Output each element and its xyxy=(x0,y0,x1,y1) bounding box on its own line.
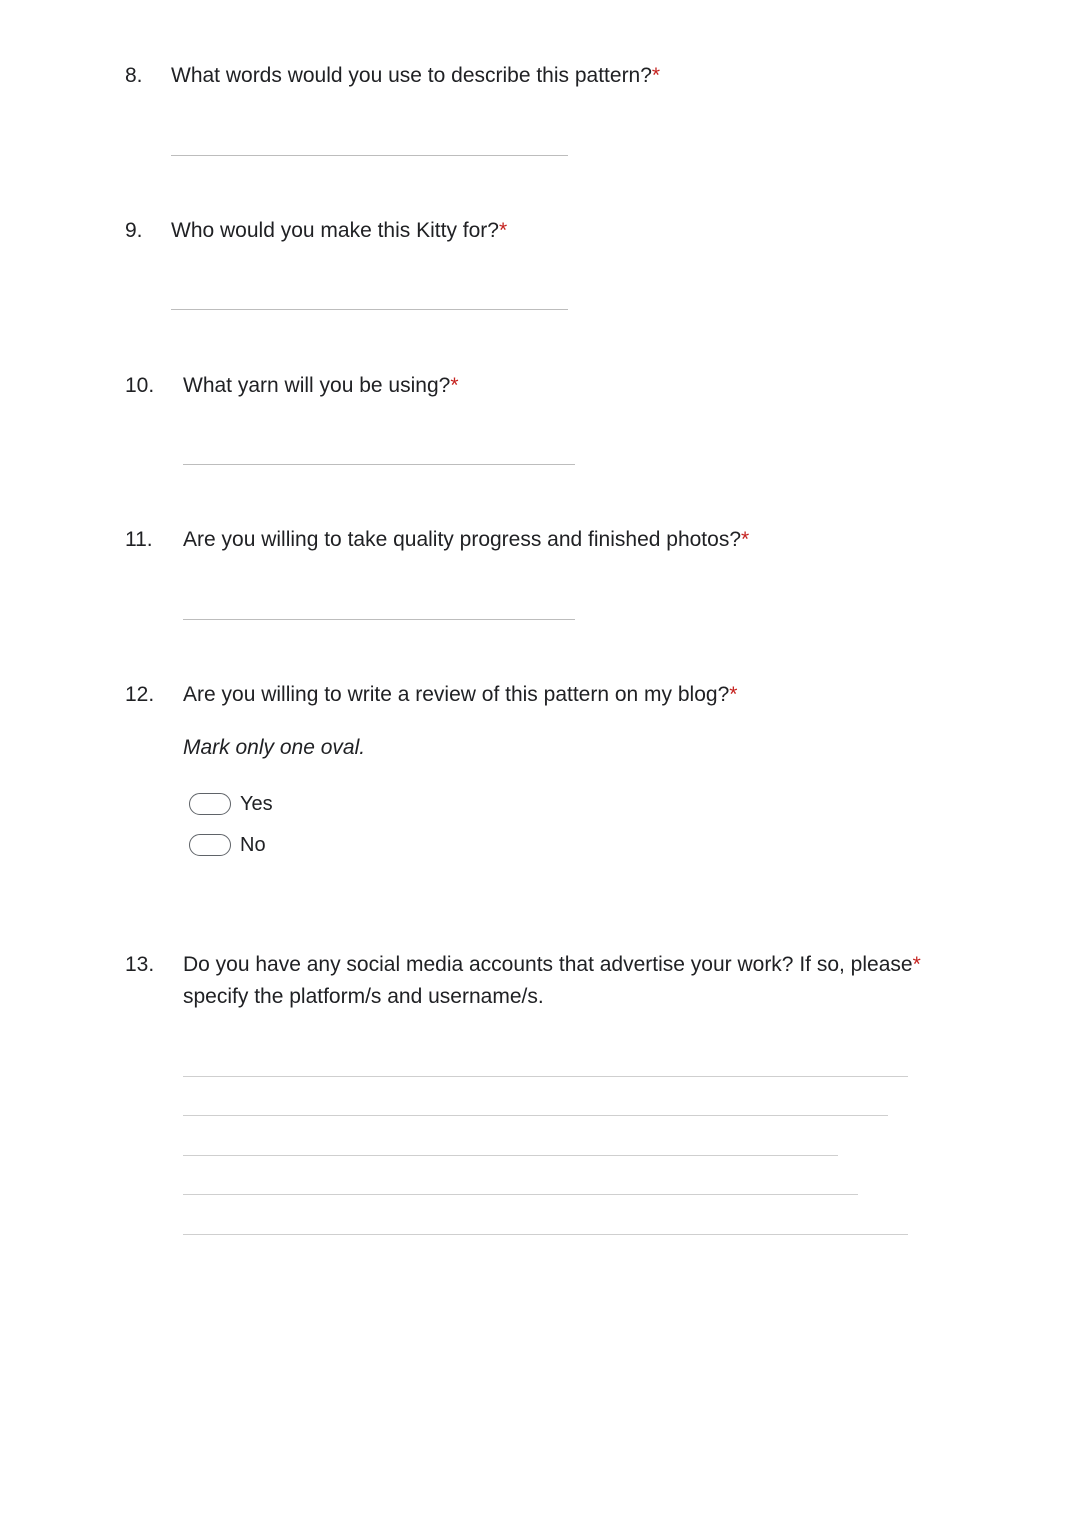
question-text: Are you willing to write a review of this pattern on my blog?* xyxy=(183,683,738,706)
question-text: What words would you use to describe this pattern?* xyxy=(171,64,661,87)
paragraph-answer-line-5[interactable] xyxy=(183,1234,908,1235)
question-number: 12. xyxy=(125,683,155,706)
short-answer-line-q11[interactable] xyxy=(183,619,575,620)
paragraph-answer-line-2[interactable] xyxy=(183,1115,888,1116)
short-answer-line-q10[interactable] xyxy=(183,464,575,465)
question-text: What yarn will you be using?* xyxy=(183,374,459,397)
question-text: Are you willing to take quality progress and finished photos?* xyxy=(183,528,750,551)
question-text: Who would you make this Kitty for?* xyxy=(171,219,508,242)
radio-oval-yes[interactable] xyxy=(189,793,231,815)
required-asterisk: * xyxy=(450,374,459,397)
option-label-yes[interactable]: Yes xyxy=(240,793,273,815)
short-answer-line-q9[interactable] xyxy=(171,309,568,310)
question-number: 9. xyxy=(125,219,143,242)
required-asterisk: * xyxy=(912,953,921,976)
question-text-line-2: specify the platform/s and username/s. xyxy=(183,985,544,1008)
paragraph-answer-line-1[interactable] xyxy=(183,1076,908,1077)
question-hint: Mark only one oval. xyxy=(183,736,366,759)
question-number: 10. xyxy=(125,374,155,397)
required-asterisk: * xyxy=(729,683,738,706)
question-number: 13. xyxy=(125,953,155,976)
required-asterisk: * xyxy=(741,528,750,551)
paragraph-answer-line-4[interactable] xyxy=(183,1194,858,1195)
question-text xyxy=(183,949,1003,1013)
paragraph-answer-line-3[interactable] xyxy=(183,1155,838,1156)
radio-oval-no[interactable] xyxy=(189,834,231,856)
question-number: 8. xyxy=(125,64,143,87)
question-number: 11. xyxy=(125,528,153,551)
required-asterisk: * xyxy=(651,64,661,87)
required-asterisk: * xyxy=(498,219,508,242)
option-label-no[interactable]: No xyxy=(240,834,266,856)
question-text-line-1: Do you have any social media accounts that advertise your work? If so, please* xyxy=(183,953,921,976)
short-answer-line-q8[interactable] xyxy=(171,155,568,156)
